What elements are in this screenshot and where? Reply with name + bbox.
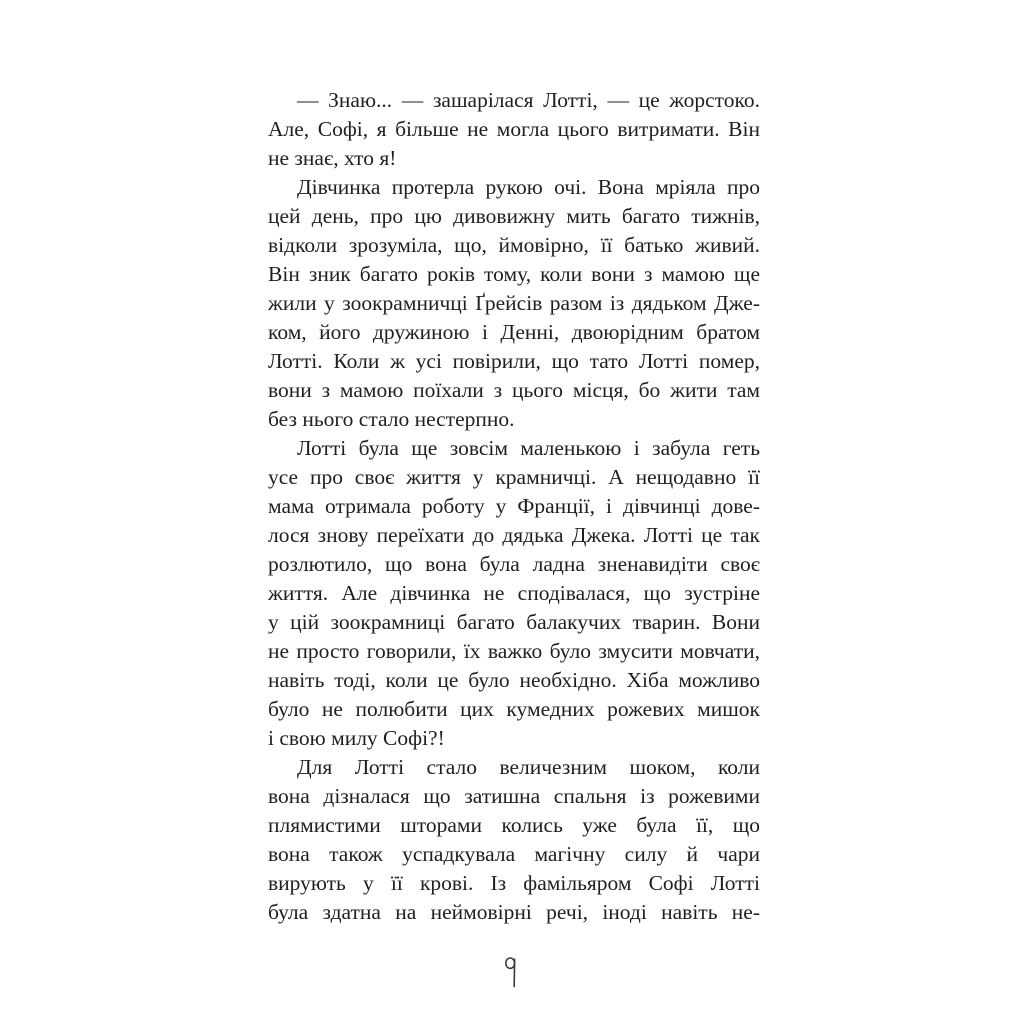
text-line-p4-l4: вона також успадкувала магічну силу й чари [268, 842, 760, 866]
text-line-p3-l4: лося знову переїхати до дядька Джека. Лотті це так [268, 523, 760, 547]
text-line-p4-l3: плямистими шторами колись уже була її, що [268, 813, 760, 837]
text-line-p3-l10: було не полюбити цих кумедних рожевих мишок [268, 697, 760, 721]
page-number-glyph [504, 956, 520, 990]
text-line-p2-l1: Дівчинка протерла рукою очі. Вона мріяла про [297, 175, 760, 199]
text-line-p2-l9: без нього стало нестерпно. [268, 407, 515, 431]
text-line-p1-l3: не знає, хто я! [268, 146, 397, 170]
text-line-p3-l8: не просто говорили, їх важко було змусити мовчати, [268, 639, 760, 663]
page-number [0, 956, 1024, 990]
text-line-p3-l11: і свою милу Софі?! [268, 726, 445, 750]
text-line-p3-l3: мама отримала роботу у Франції, і дівчинці дове- [268, 494, 760, 518]
text-line-p2-l2: цей день, про цю дивовижну мить багато тижнів, [268, 204, 760, 228]
text-line-p4-l5: вирують у її крові. Із фамільяром Софі Лотті [268, 871, 760, 895]
text-line-p2-l5: жили у зоокрамничці Ґрейсів разом із дядьком Дже- [268, 291, 760, 315]
text-line-p1-l1: — Знаю... — зашарілася Лотті, — це жорстоко. [297, 88, 760, 112]
text-line-p3-l2: усе про своє життя у крамничці. А нещодавно її [268, 465, 760, 489]
text-line-p3-l7: у цій зоокрамниці багато балакучих тварин. Вони [268, 610, 760, 634]
text-line-p2-l8: вони з мамою поїхали з цього місця, бо жити там [268, 378, 760, 402]
text-line-p3-l5: розлютило, що вона була ладна зненавидіти своє [268, 552, 760, 576]
text-line-p4-l6: була здатна на неймовірні речі, іноді навіть не- [268, 900, 760, 924]
text-line-p2-l6: ком, його дружиною і Денні, двоюрідним братом [268, 320, 760, 344]
text-block [268, 86, 760, 927]
text-line-p3-l6: життя. Але дівчинка не сподівалася, що зустріне [268, 581, 760, 605]
text-line-p2-l3: відколи зрозуміла, що, ймовірно, її батько живий. [268, 233, 760, 257]
text-line-p2-l4: Він зник багато років тому, коли вони з мамою ще [268, 262, 760, 286]
text-line-p3-l9: навіть тоді, коли це було необхідно. Хіба можливо [268, 668, 760, 692]
text-line-p2-l7: Лотті. Коли ж усі повірили, що тато Лотті помер, [268, 349, 760, 373]
text-line-p4-l2: вона дізналася що затишна спальня із рожевими [268, 784, 760, 808]
text-line-p3-l1: Лотті була ще зовсім маленькою і забула геть [297, 436, 760, 460]
text-line-p4-l1: Для Лотті стало величезним шоком, коли [297, 755, 760, 779]
text-line-p1-l2: Але, Софі, я більше не могла цього витримати. Він [268, 117, 760, 141]
